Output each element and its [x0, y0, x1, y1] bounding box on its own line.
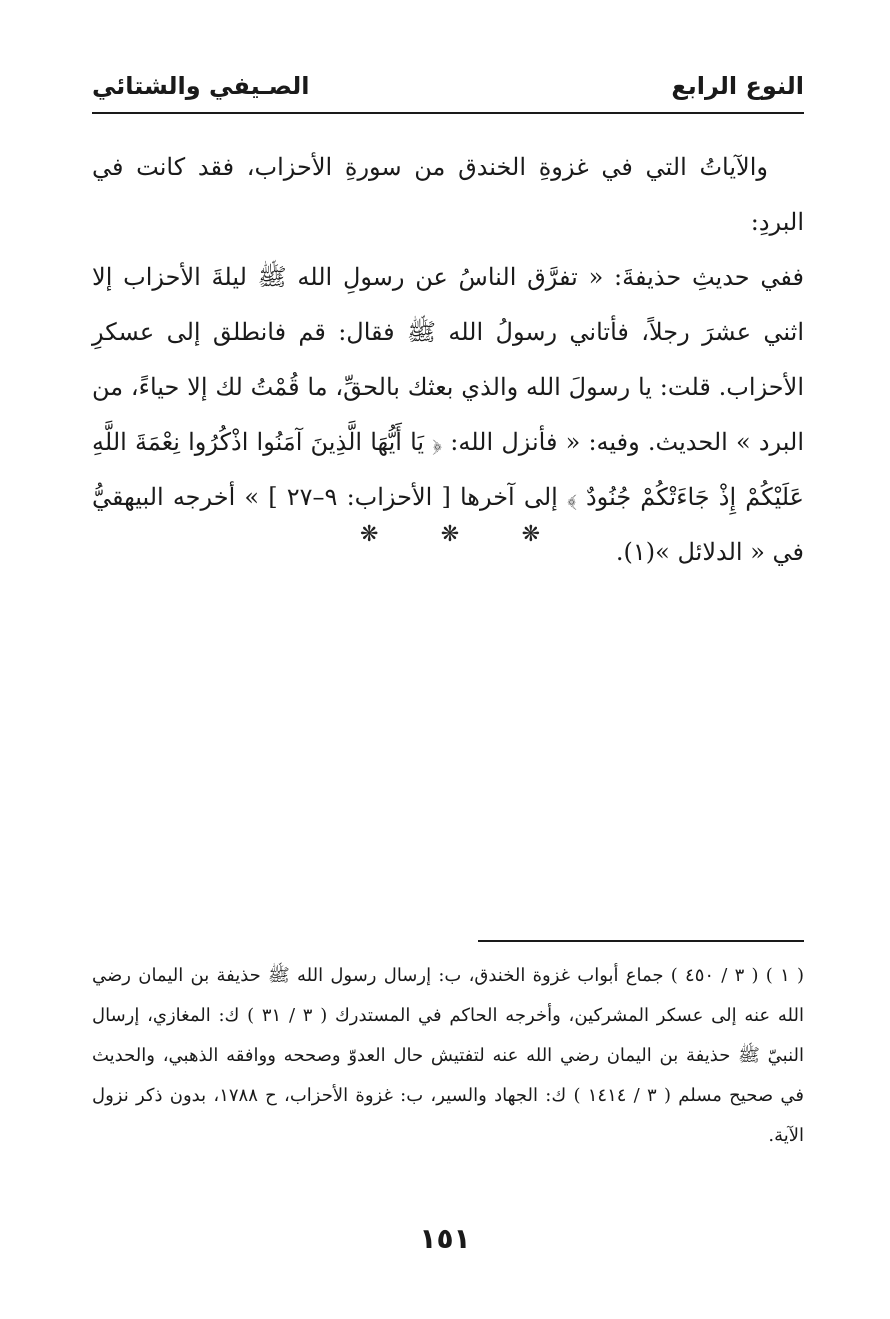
- body-paragraph-hadith: ففي حديثِ حذيفةَ: « تفرَّق الناسُ عن رسولِ الله ﷺ ليلةَ الأحزاب إلا اثني عشرَ رجلاً، فأتاني رسولُ الله ﷺ فقال: قم فانطلق إلى عسكرِ الأحزاب. قلت: يا رسولَ الله والذي بعثك بالحقِّ، ما قُمْتُ لك إلا حياءً، من البرد » الحديث. وفيه: « فأنزل الله: ﴿ يَا أَيُّهَا الَّذِينَ آمَنُوا اذْكُرُوا نِعْمَةَ اللَّهِ عَلَيْكُمْ إِذْ جَاءَتْكُمْ جُنُودٌ ﴾ إلى آخرها [ الأحزاب: ٩–٢٧ ] » أخرجه البيهقيُّ في « الدلائل »(١).: [92, 263, 805, 566]
- section-separator: [360, 522, 540, 547]
- running-header: [92, 66, 804, 112]
- separator-star-icon: ❋: [521, 522, 540, 547]
- footnote-1: ( ١ ) ( ٣ / ٤٥٠ ) جماع أبواب غزوة الخندق، ب: إرسال رسول الله ﷺ حذيفة بن اليمان رضي الله عنه إلى عسكر المشركين، وأخرجه الحاكم في المستدرك ( ٣ / ٣١ ) ك: المغازي، إرسال النبيّ ﷺ حذيفة بن اليمان رضي الله عنه لتفتيش حال العدوّ وصححه ووافقه الذهبي، والحديث في صحيح مسلم ( ٣ / ١٤١٤ ) ك: الجهاد والسير، ب: غزوة الأحزاب، ح ١٧٨٨، بدون ذكر نزول الآية.: [92, 965, 804, 1146]
- section-title: الصـيفي والشتائي: [92, 72, 310, 100]
- footnote-divider: [478, 940, 804, 942]
- header-divider: [92, 112, 804, 114]
- body-paragraph-intro: والآياتُ التي في غزوةِ الخندق من سورةِ الأحزاب، فقد كانت في البردِ:: [92, 153, 804, 236]
- separator-star-icon: ❋: [360, 522, 379, 547]
- page-number: ١٥١: [419, 1222, 471, 1255]
- footnotes: [92, 956, 804, 1156]
- separator-star-icon: ❋: [440, 522, 460, 547]
- main-text: [92, 140, 804, 580]
- chapter-title: النوع الرابع: [671, 72, 804, 100]
